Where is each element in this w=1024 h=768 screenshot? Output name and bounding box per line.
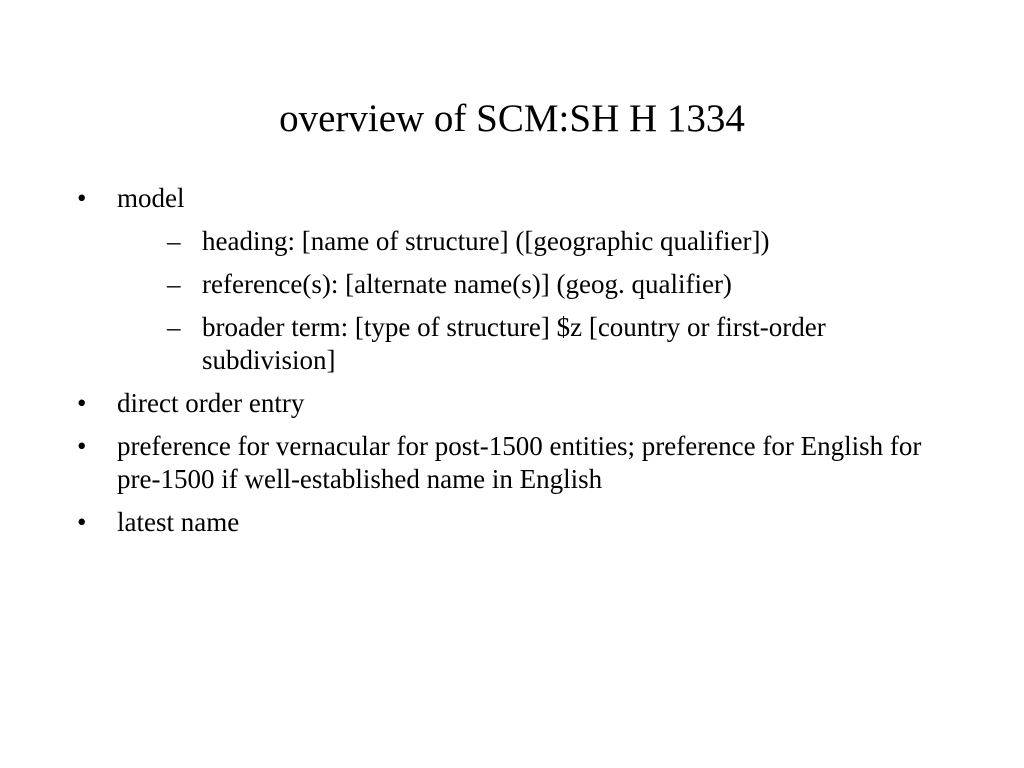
bullet-item-model — [77, 182, 957, 377]
bullet-text: direct order entry — [117, 388, 305, 418]
bullet-item-direct-order — [77, 387, 957, 420]
bullet-marker: • — [77, 388, 87, 418]
slide-title: overview of SCM:SH H 1334 — [279, 97, 745, 140]
sub-bullet-heading — [117, 225, 957, 258]
bullet-marker: • — [77, 431, 87, 461]
sub-bullet-text: heading: [name of structure] ([geographic qualifier]) — [202, 226, 770, 256]
sub-bullet-list — [117, 225, 957, 377]
dash-marker: – — [167, 312, 181, 342]
sub-bullet-references — [117, 268, 957, 301]
sub-bullet-text: broader term: [type of structure] $z [country or first-order subdivision] — [202, 312, 826, 375]
sub-bullet-text: reference(s): [alternate name(s)] (geog. qualifier) — [202, 269, 732, 299]
dash-marker: – — [167, 226, 181, 256]
bullet-item-latest-name — [77, 506, 957, 539]
bullet-marker: • — [77, 507, 87, 537]
dash-marker: – — [167, 269, 181, 299]
bullet-text: model — [117, 183, 185, 213]
bullet-item-preference — [77, 430, 957, 496]
bullet-marker: • — [77, 183, 87, 213]
slide-body — [77, 182, 957, 549]
sub-bullet-broader-term — [117, 311, 957, 377]
bullet-text: latest name — [117, 507, 240, 537]
bullet-text: preference for vernacular for post-1500 entities; preference for English for pre-1500 if well-established name in English — [117, 431, 922, 494]
